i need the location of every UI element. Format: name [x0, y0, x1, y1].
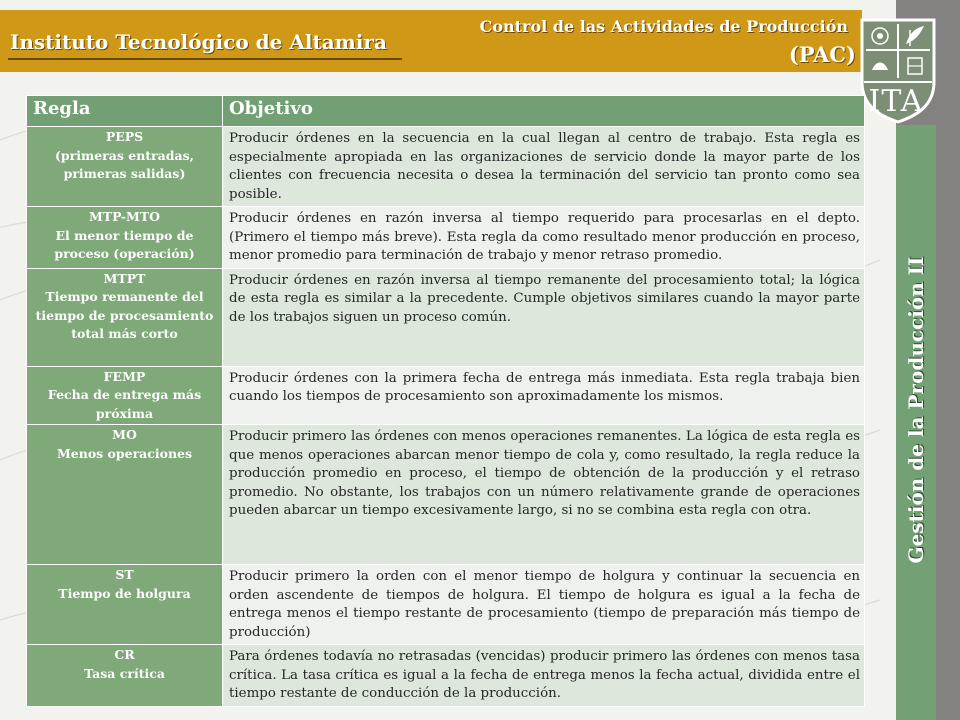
objective-cell: Producir órdenes en la secuencia en la cual llegan al centro de trabajo. Esta regla es especialmente apropiada en las organizaciones de servicio donde la mayor parte de los clientes con frecuencia necesita o desea la terminación del servicio tan pronto como sea posible. — [223, 127, 865, 207]
rule-cell — [27, 127, 223, 207]
ita-logo-text: ITA — [868, 84, 924, 119]
table-row — [27, 366, 865, 425]
table-row — [27, 268, 865, 366]
rule-cell — [27, 565, 223, 645]
table-row — [27, 207, 865, 269]
rule-name: CR — [114, 647, 135, 662]
rule-description: Fecha de entrega más próxima — [47, 387, 202, 421]
rule-name: MO — [112, 427, 137, 442]
header-objective: Objetivo — [223, 96, 865, 127]
objective-cell: Para órdenes todavía no retrasadas (vencidas) producir primero las órdenes con menos tasa crítica. La tasa crítica es igual a la fecha de entrega menos la fecha actual, dividida entre el tiempo restante de conducción de la producción. — [223, 645, 865, 707]
objective-cell: Producir órdenes en razón inversa al tiempo requerido para procesarlas en el depto. (Primero el tiempo más breve). Esta regla da como resultado menor producción en proceso, menor promedio para terminación de trabajo y menor retraso promedio. — [223, 207, 865, 269]
rule-name: MTP-MTO — [88, 209, 161, 224]
presentation-title: Control de las Actividades de Producción — [479, 17, 848, 36]
presentation-code: (PAC) — [788, 42, 856, 67]
objective-cell: Producir primero la orden con el menor tiempo de holgura y continuar la secuencia en orden ascendente de tiempos de holgura. El tiempo de holgura es igual a la fecha de entrega menos el tiempo restante de procesamiento (tiempo de preparación más tiempo de producción) — [223, 565, 865, 645]
institute-underline — [8, 58, 402, 60]
objective-cell: Producir órdenes en razón inversa al tiempo remanente del procesamiento total; la lógica de esta regla es similar a la precedente. Cumple objetivos similares cuando la mayor parte de los trabajos siguen un proceso común. — [223, 268, 865, 366]
course-title: Gestión de la Producción II — [904, 256, 928, 564]
table-row — [27, 645, 865, 707]
rule-cell — [27, 645, 223, 707]
table-row — [27, 565, 865, 645]
objective-cell: Producir órdenes con la primera fecha de entrega más inmediata. Esta regla trabaja bien cuando los tiempos de procesamiento son aproximadamente los mismos. — [223, 366, 865, 425]
rule-name: MTPT — [103, 270, 146, 286]
rule-cell — [27, 425, 223, 565]
rule-name: PEPS — [105, 129, 144, 144]
rule-description: (primeras entradas, primeras salidas) — [55, 147, 194, 181]
objective-cell: Producir primero las órdenes con menos operaciones remanentes. La lógica de esta regla es que menos operaciones abarcan menor tiempo de cola y, como resultado, la regla reduce la producción promedio en proceso, el tiempo de obtención de la producción y el retraso promedio. No obstante, los trabajos con un número relativamente grande de operaciones pueden abarcar un tiempo excesivamente largo, si no se combina esta regla con otra. — [223, 425, 865, 565]
rule-description: El menor tiempo de proceso (operación) — [54, 227, 195, 261]
institute-title: Instituto Tecnológico de Altamira — [10, 30, 387, 54]
rule-description: Tiempo de holgura — [58, 585, 191, 601]
header-rule: Regla — [27, 96, 223, 127]
rule-description: Menos operaciones — [56, 445, 193, 461]
table-row — [27, 425, 865, 565]
rule-name: ST — [115, 567, 134, 582]
rule-name: FEMP — [103, 368, 146, 384]
table-row — [27, 127, 865, 207]
rule-description: Tasa crítica — [84, 665, 165, 681]
rule-cell — [27, 207, 223, 269]
table-header-row — [27, 96, 865, 127]
rule-cell — [27, 366, 223, 425]
rule-description: Tiempo remanente del tiempo de procesamiento total más corto — [35, 289, 214, 341]
rule-cell — [27, 268, 223, 366]
rules-table — [26, 95, 865, 707]
